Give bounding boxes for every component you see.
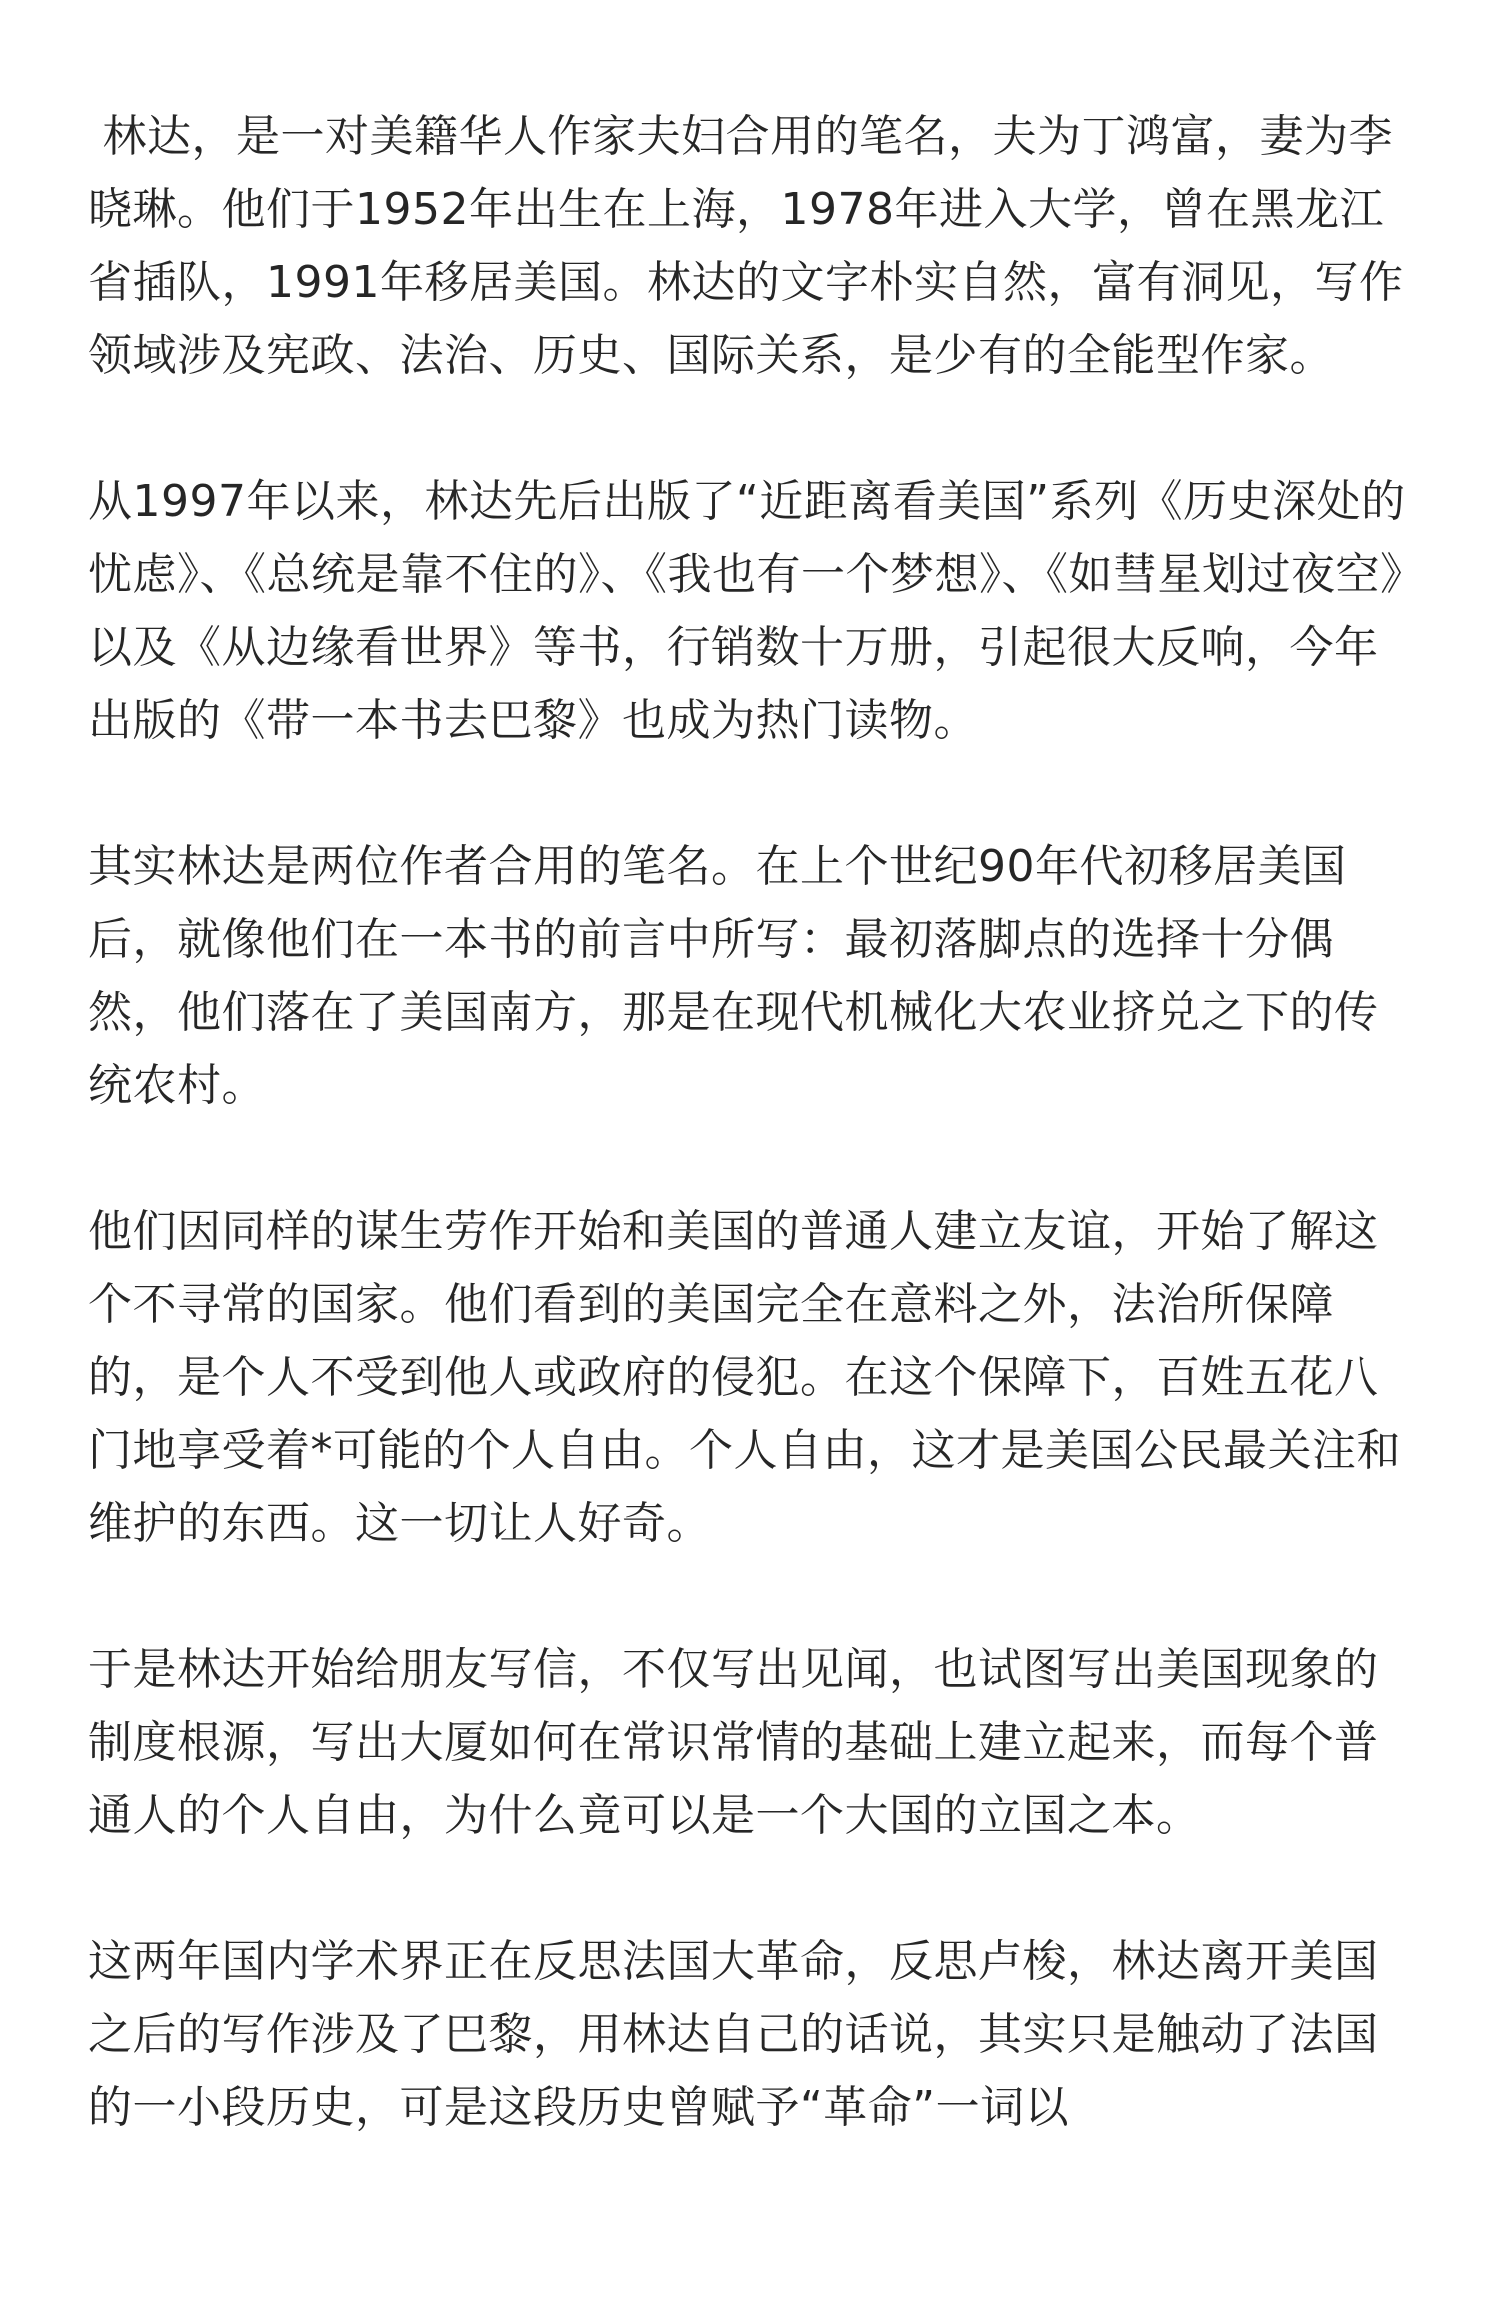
paragraph-letters: 于是林达开始给朋友写信，不仅写出见闻，也试图写出美国现象的制度根源，写出大厦如何在常识常情的基础上建立起来，而每个普通人的个人自由，为什么竟可以是一个大国的立国之本。 [88, 1644, 1379, 1841]
paragraph-publications: 从1997年以来，林达先后出版了“近距离看美国”系列《历史深处的忧虑》、《总统是靠不住的》、《我也有一个梦想》、《如彗星划过夜空》以及《从边缘看世界》等书，行销数十万册，引起很大反响，今年出版的《带一本书去巴黎》也成为热门读物。 [88, 476, 1406, 746]
paragraph-pen-name: 其实林达是两位作者合用的笔名。在上个世纪90年代初移居美国后，就像他们在一本书的前言中所写：最初落脚点的选择十分偶然，他们落在了美国南方，那是在现代机械化大农业挤兑之下的传统农村。 [88, 841, 1379, 1111]
paragraph-intro: 林达，是一对美籍华人作家夫妇合用的笔名，夫为丁鸿富，妻为李晓琳。他们于1952年出生在上海，1978年进入大学，曾在黑龙江省插队，1991年移居美国。林达的文字朴实自然，富有洞见，写作领域涉及宪政、法治、历史、国际关系，是少有的全能型作家。 [88, 111, 1404, 381]
paragraph-french-revolution: 这两年国内学术界正在反思法国大革命，反思卢梭，林达离开美国之后的写作涉及了巴黎，用林达自己的话说，其实只是触动了法国的一小段历史，可是这段历史曾赋予“革命”一词以 [88, 1936, 1379, 2133]
paragraph-friendship: 他们因同样的谋生劳作开始和美国的普通人建立友谊，开始了解这个不寻常的国家。他们看到的美国完全在意料之外，法治所保障的，是个人不受到他人或政府的侵犯。在这个保障下，百姓五花八门地享受着*可能的个人自由。个人自由，这才是美国公民最关注和维护的东西。这一切让人好奇。 [88, 1206, 1401, 1549]
article-body [88, 100, 1418, 2217]
